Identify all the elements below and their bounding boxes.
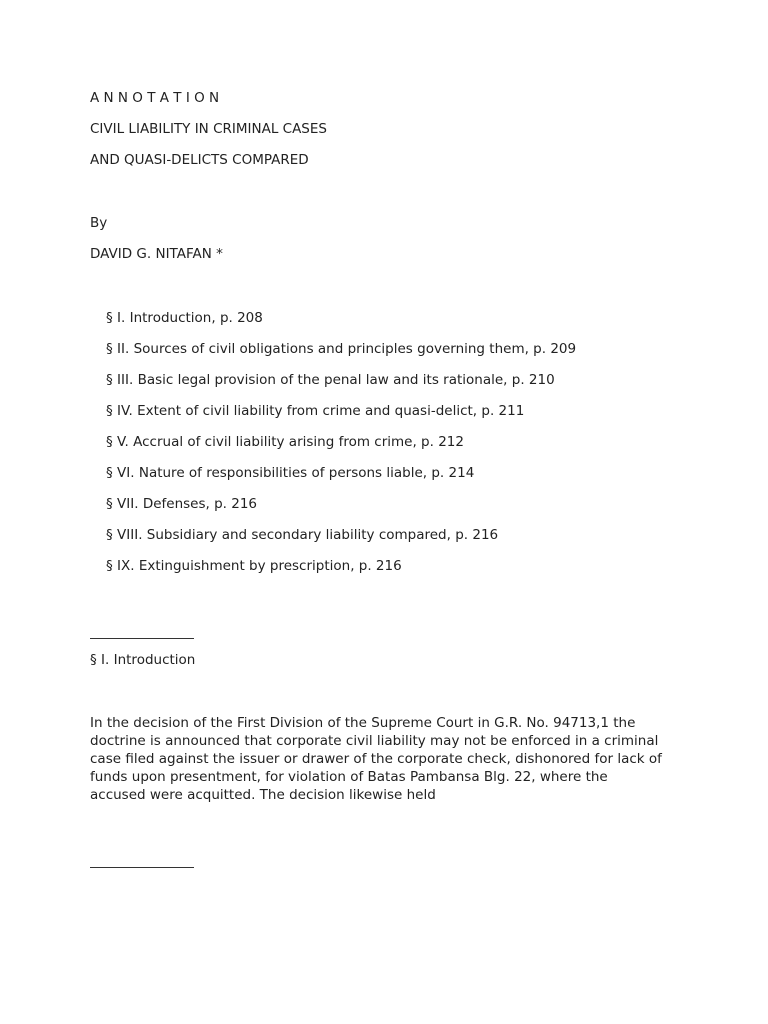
paragraph-line: case filed against the issuer or drawer of the corporate check, dishonored for lack of: [90, 751, 662, 767]
paragraph-line: funds upon presentment, for violation of Batas Pambansa Blg. 22, where the: [90, 769, 608, 785]
separator-rule: [90, 638, 194, 639]
title-line-2: AND QUASI-DELICTS COMPARED: [90, 152, 309, 168]
paragraph-line: accused were acquitted. The decision likewise held: [90, 787, 436, 803]
byline-by: By: [90, 215, 108, 231]
toc-item: § VIII. Subsidiary and secondary liability compared, p. 216: [106, 527, 499, 543]
toc-item: § VI. Nature of responsibilities of persons liable, p. 214: [106, 465, 475, 481]
separator-rule: [90, 867, 194, 868]
paragraph-line: doctrine is announced that corporate civil liability may not be enforced in a criminal: [90, 733, 659, 749]
section-paragraph: [90, 714, 690, 804]
annotation-label: A N N O T A T I O N: [90, 90, 220, 106]
section-heading: § I. Introduction: [90, 652, 196, 668]
toc-item: § VII. Defenses, p. 216: [106, 496, 258, 512]
paragraph-line: In the decision of the First Division of the Supreme Court in G.R. No. 94713,1 the: [90, 715, 636, 731]
toc-item: § IV. Extent of civil liability from crime and quasi-delict, p. 211: [106, 403, 525, 419]
toc-item: § III. Basic legal provision of the penal law and its rationale, p. 210: [106, 372, 555, 388]
toc-item: § IX. Extinguishment by prescription, p. 216: [106, 558, 402, 574]
author-name: DAVID G. NITAFAN *: [90, 246, 223, 262]
title-line-1: CIVIL LIABILITY IN CRIMINAL CASES: [90, 121, 327, 137]
toc-item: § V. Accrual of civil liability arising from crime, p. 212: [106, 434, 464, 450]
toc-item: § II. Sources of civil obligations and principles governing them, p. 209: [106, 341, 577, 357]
toc-item: § I. Introduction, p. 208: [106, 310, 263, 326]
